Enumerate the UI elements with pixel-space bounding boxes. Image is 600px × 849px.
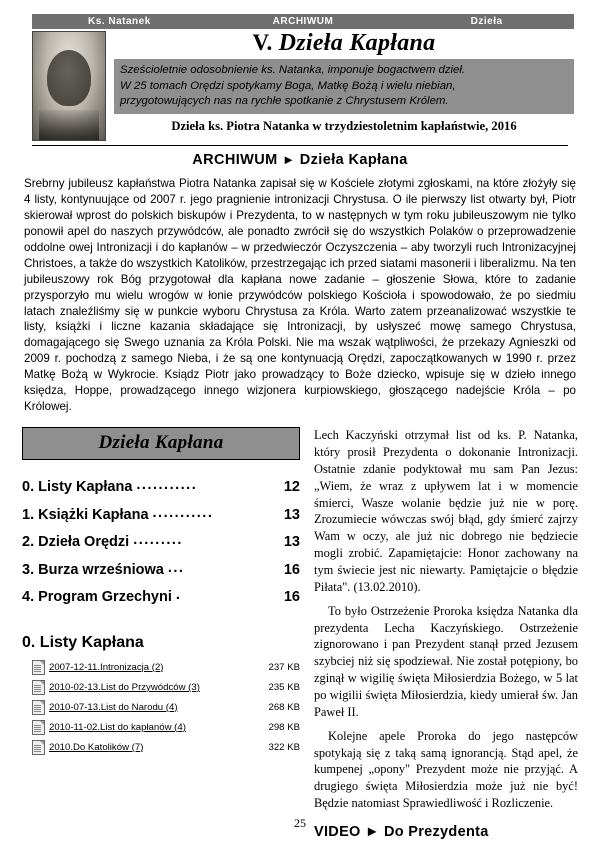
topbar-right-label: Dzieła: [470, 16, 503, 27]
file-list: [32, 660, 300, 755]
right-column: [314, 427, 578, 840]
table-of-contents: [22, 474, 300, 612]
toc-heading: Dzieła Kapłana: [22, 427, 300, 460]
right-paragraph-3: Kolejne apele Proroka do jego następców spotykają się z taką samą ignorancją. Stąd apel, że kumpenej „opony" Prezydent może nie przyjąć. A drugiego święta Miłosierdzia może już nie być! Będzie natomiast Sprawiedliwość i Rozliczenie.: [314, 728, 578, 811]
right-column-text: [314, 427, 578, 812]
toc-item-label: 0. Listy Kapłana: [22, 479, 133, 496]
right-paragraph-1: Lech Kaczyński otrzymał list od ks. P. Natanka, który prosił Prezydenta o dokonanie Intronizacji. Ostatnie zdanie podyktował mu sam Pan Jezus: „Wiem, że wraz z upływem lat i w momencie śmierci, Wasze wolanie będzie już nie w porę. Zrozumiecie wówczas swój błąd, gdy śmierć zajrzy Wam w oczy, ale już nic dobrego nie będziecie mogli zrobić. Zapamiętajcie: Honor zachowany na tym świecie jest nic niewarty. Pamiętajcie o błędzie Piłata". (13.02.2010).: [314, 428, 578, 594]
document-icon: [32, 740, 45, 755]
files-section-heading: 0. Listy Kapłana: [22, 633, 144, 651]
list-item[interactable]: [22, 557, 300, 585]
toc-dots: .........: [133, 532, 183, 549]
list-item[interactable]: [22, 474, 300, 502]
breadcrumb-page: Dzieła Kapłana: [299, 152, 408, 168]
toc-dots: ...........: [136, 477, 198, 494]
lead-paragraph: Srebrny jubileusz kapłaństwa Piotra Natanka zapisał się w Kościele złotymi zgłoskami, na które złożyły się 4 listy, kontynuujące od 2007 r. jego pragnienie intronizacji Chrystusa. O ile pierwszy list otwarty był, Piotr skierował wprost do polskich biskupów i Prezydenta, to w następnych w tym roku jubileuszowym nie tylko ponowił apel do naszych przywódców, ale ponadto zwrócił się do wszystkich Polaków o przeprowadzenie oddolne owej Intronizacji i do kapłanów – w przedwieczór Oczyszczenia – aby tworzyli ruch Intronizacyjnej Christoes, a także do wszystkich Katolików, przestrzegając ich przed siatami masonerii i liberalizmu. Na ten jubileuszowy rok Bóg przygotował dla kapłana nowe zadanie – głoszenie Słowa, które to zadanie przysporzyło mu wielu wrogów w łonie przywódców polskiego Kościoła i spowodowało, że po siedmiu latach znaleźliśmy się w punkcie wyboru Chrystusa za Króla. Warto zatem przeanalizować wszystkie te listy, książki i liczne kazania składające się Intronizacji, by usłyszeć mowę samego Chrystusa, domagającego się Swego uznania za Króla Polski. Nie ma wszak wątpliwości, że przekazy Agnieszki od 2009 r. pochodzą z samego Nieba, i że są one kontynuacją Orędzi, zapoczątkowanych w 1990 r. przez Matkę Bożą w Wykrocie. Ksiądz Piotr jako prowadzący to Boże dziecko, wpisuje się w dzieło innego księdza, Hoppe, prowadzącego innego wizjonera kurpiowskiego, głoszącego nadejście Króla – po Królowej.: [24, 177, 576, 414]
file-size: 237 KB: [268, 661, 300, 673]
file-size: 268 KB: [268, 701, 300, 713]
topbar-middle-label: ARCHIWUM: [272, 16, 334, 27]
toc-item-label: 3. Burza wrześniowa: [22, 561, 164, 578]
toc-item-label: 1. Książki Kapłana: [22, 506, 149, 523]
document-icon: [32, 660, 45, 675]
file-size: 322 KB: [268, 741, 300, 753]
hero-title: [114, 31, 574, 56]
toc-item-page: 16: [283, 589, 300, 606]
file-name[interactable]: 2007-12-11.Intronizacja (2): [49, 661, 164, 673]
toc-item-page: 16: [283, 561, 300, 578]
breadcrumb-section: ARCHIWUM: [192, 152, 278, 168]
list-item[interactable]: [32, 680, 300, 695]
toc-item-page: 12: [283, 479, 300, 496]
hero-band-line-1: Sześcioletnie odosobnienie ks. Natanka, imponuje bogactwem dzieł.: [120, 64, 466, 77]
chevron-right-icon: ►: [364, 823, 380, 840]
topbar-left-label: Ks. Natanek: [88, 16, 151, 27]
toc-item-page: 13: [283, 506, 300, 523]
list-item[interactable]: [22, 502, 300, 530]
list-item[interactable]: [32, 740, 300, 755]
hero-band-line-3: przygotowujących nas na rychłe spotkanie z Chrystusem Królem.: [120, 94, 449, 107]
toc-item-page: 13: [283, 534, 300, 551]
hero-text: [114, 31, 574, 141]
left-column: [22, 427, 300, 840]
list-item[interactable]: [22, 584, 300, 612]
video-target-label: Do Prezydenta: [383, 823, 489, 840]
hero-title-number: V.: [252, 30, 273, 55]
top-navigation-bar: [32, 14, 574, 29]
file-name[interactable]: 2010-07-13.List do Narodu (4): [49, 701, 178, 713]
list-item[interactable]: [32, 720, 300, 735]
list-item[interactable]: [32, 660, 300, 675]
hero-block: [32, 31, 574, 141]
list-item[interactable]: [22, 529, 300, 557]
toc-dots: .: [175, 587, 182, 604]
chevron-right-icon: ►: [282, 152, 296, 167]
video-label: VIDEO: [314, 823, 361, 840]
right-paragraph-2: To było Ostrzeżenie Proroka księdza Natanka dla prezydenta Lecha Kaczyńskiego. Ostrzeżenie zignorowano i pan Prezydent stanął przed Jezusem szybciej niż się spodziewał. Nie został potępiony, bo zginął w wigilię święta Miłosierdzia Bożego, w 5 lat po wigilii święta Miłosierdzia, kiedy umierał św. Jan Paweł II.: [314, 603, 578, 719]
toc-dots: ...........: [152, 504, 214, 521]
file-name[interactable]: 2010-02-13.List do Przywódców (3): [49, 681, 200, 693]
file-size: 298 KB: [268, 721, 300, 733]
document-icon: [32, 720, 45, 735]
toc-item-label: 4. Program Grzechyni: [22, 589, 172, 606]
file-size: 235 KB: [268, 681, 300, 693]
list-item[interactable]: [32, 700, 300, 715]
document-icon: [32, 700, 45, 715]
file-name[interactable]: 2010.Do Katolików (7): [49, 741, 144, 753]
hero-title-text: Dzieła Kapłana: [278, 30, 436, 56]
priest-portrait-photo: [32, 31, 106, 141]
toc-item-label: 2. Dzieła Orędzi: [22, 534, 130, 551]
file-name[interactable]: 2010-11-02.List do kapłanów (4): [49, 721, 186, 733]
two-column-area: [22, 427, 578, 840]
page-number: 25: [294, 816, 306, 830]
hero-footer-caption: Dzieła ks. Piotra Natanka w trzydziestoletnim kapłaństwie, 2016: [171, 119, 517, 134]
breadcrumb: [22, 152, 578, 168]
hero-subtitle-band: [114, 59, 574, 114]
hero-band-line-2: W 25 tomach Orędzi spotykamy Boga, Matkę Bożą i wielu niebian,: [120, 79, 456, 92]
header-divider: [32, 145, 568, 146]
toc-dots: ...: [167, 559, 185, 576]
document-icon: [32, 680, 45, 695]
